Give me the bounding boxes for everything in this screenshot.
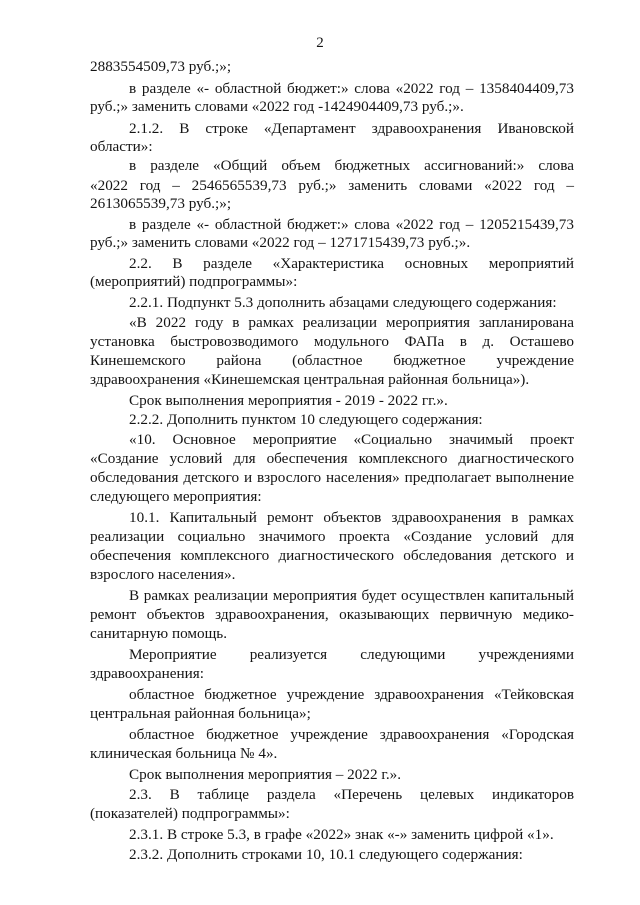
text-line: в разделе «Общий объем бюджетных ассигнований:» слова [129,157,574,174]
text-line: 2.2.2. Дополнить пунктом 10 следующего содержания: [129,411,483,428]
text-line: здравоохранения «Кинешемская центральная районная больница»). [90,371,530,388]
text-line: «2022 год – 2546565539,73 руб.;» заменить словами «2022 год – [90,177,574,194]
text-line: 2.3.1. В строке 5.3, в графе «2022» знак «-» заменить цифрой «1». [129,826,554,843]
text-line: области»: [90,138,153,155]
text-line: взрослого населения». [90,566,236,583]
text-line: 2.3.2. Дополнить строками 10, 10.1 следующего содержания: [129,846,523,863]
text-line: центральная районная больница»; [90,705,311,722]
text-line: Мероприятие реализуется следующими учреждениями [129,646,574,663]
text-line: областное бюджетное учреждение здравоохранения «Городская [129,726,574,743]
text-line: в разделе «- областной бюджет:» слова «2022 год – 1358404409,73 [129,80,574,97]
text-line: областное бюджетное учреждение здравоохранения «Тейковская [129,686,574,703]
text-line: В рамках реализации мероприятия будет осуществлен капитальный [129,587,574,604]
text-line: «Создание условий для обеспечения комплексного диагностического [90,450,574,467]
text-line: 10.1. Капитальный ремонт объектов здравоохранения в рамках [129,509,574,526]
text-line: Кинешемского района (областное бюджетное учреждение [90,352,574,369]
text-line: (показателей) подпрограммы»: [90,805,290,822]
page-number: 2 [316,35,324,51]
text-line: (мероприятий) подпрограммы»: [90,273,298,290]
text-line: ремонт объектов здравоохранения, оказывающих первичную медико- [90,606,574,623]
text-line: «10. Основное мероприятие «Социально значимый проект [129,431,574,448]
text-line: в разделе «- областной бюджет:» слова «2022 год – 1205215439,73 [129,216,574,233]
text-line: реализации социально значимого проекта «Создание условий для [90,528,574,545]
text-line: 2.2.1. Подпункт 5.3 дополнить абзацами следующего содержания: [129,294,557,311]
text-line: Срок выполнения мероприятия – 2022 г.». [129,766,402,783]
text-line: 2883554509,73 руб.;»; [90,58,232,75]
text-line: установка быстровозводимого модульного ФАПа в д. Осташево [90,333,574,350]
text-line: следующего мероприятия: [90,488,262,505]
text-line: Срок выполнения мероприятия - 2019 - 2022 гг.». [129,392,448,409]
text-line: 2.1.2. В строке «Департамент здравоохранения Ивановской [129,120,574,137]
text-line: клиническая больница № 4». [90,745,278,762]
text-line: руб.;» заменить словами «2022 год – 1271715439,73 руб.;». [90,234,471,251]
text-line: руб.;» заменить словами «2022 год -1424904409,73 руб.;». [90,98,464,115]
text-line: 2.2. В разделе «Характеристика основных мероприятий [129,255,574,272]
text-line: «В 2022 году в рамках реализации мероприятия запланирована [129,314,574,331]
text-line: обеспечения комплексного диагностического обследования детского и [90,547,574,564]
text-line: 2.3. В таблице раздела «Перечень целевых индикаторов [129,786,574,803]
text-line: 2613065539,73 руб.;»; [90,195,232,212]
text-line: здравоохранения: [90,665,204,682]
text-line: обследования детского и взрослого населения» предполагает выполнение [90,469,574,486]
text-line: санитарную помощь. [90,625,227,642]
